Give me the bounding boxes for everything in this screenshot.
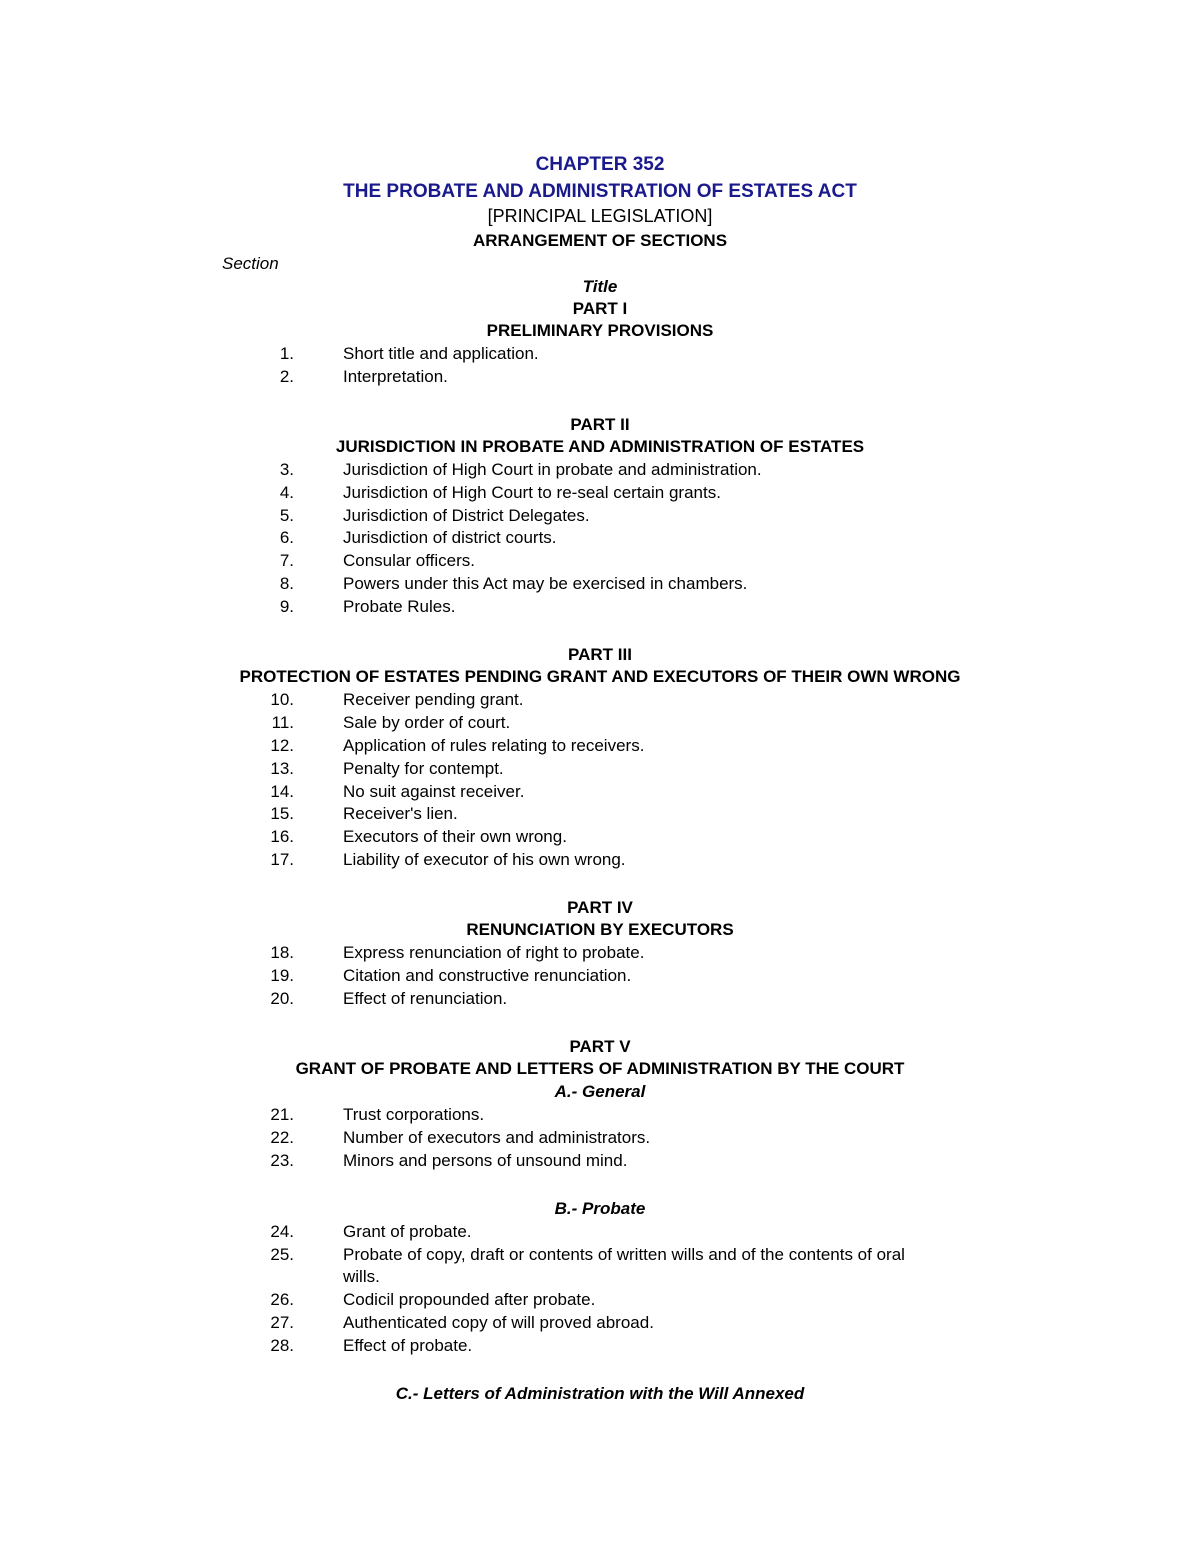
section-number: 15. [270, 804, 294, 823]
section-number: 22. [270, 1128, 294, 1147]
section-title-continuation: wills. [343, 1267, 380, 1286]
subsection-heading: C.- Letters of Administration with the Will Annexed [395, 1384, 805, 1403]
part-label: PART I [572, 299, 628, 318]
section-title: Number of executors and administrators. [343, 1128, 651, 1147]
subsection-heading: B.- Probate [554, 1199, 646, 1218]
section-title: Jurisdiction of district courts. [343, 528, 557, 547]
section-title: Minors and persons of unsound mind. [343, 1151, 628, 1170]
section-title: No suit against receiver. [343, 782, 525, 801]
section-title: Effect of probate. [343, 1336, 473, 1355]
section-title: Penalty for contempt. [343, 759, 504, 778]
chapter-number: CHAPTER 352 [535, 154, 665, 175]
section-title: Probate of copy, draft or contents of written wills and of the contents of oral [343, 1245, 905, 1264]
title-column-label: Title [582, 277, 618, 296]
section-number: 8. [279, 574, 294, 593]
section-number: 21. [270, 1105, 294, 1124]
section-number: 27. [270, 1313, 294, 1332]
part-heading: RENUNCIATION BY EXECUTORS [466, 920, 734, 939]
section-title: Codicil propounded after probate. [343, 1290, 596, 1309]
subsection-heading: A.- General [554, 1082, 646, 1101]
section-title: Probate Rules. [343, 597, 456, 616]
section-title: Citation and constructive renunciation. [343, 966, 632, 985]
principal-legislation-label: [PRINCIPAL LEGISLATION] [487, 206, 713, 226]
section-number: 10. [270, 690, 294, 709]
section-number: 7. [279, 551, 294, 570]
section-number: 17. [270, 850, 294, 869]
section-number: 25. [270, 1245, 294, 1264]
section-title: Application of rules relating to receivers. [343, 736, 645, 755]
section-title: Receiver's lien. [343, 804, 458, 823]
section-title: Grant of probate. [343, 1222, 472, 1241]
section-title: Jurisdiction of District Delegates. [343, 506, 590, 525]
arrangement-heading: ARRANGEMENT OF SECTIONS [472, 231, 728, 250]
section-number: 3. [279, 460, 294, 479]
section-number: 16. [270, 827, 294, 846]
part-heading: GRANT OF PROBATE AND LETTERS OF ADMINISTRATION BY THE COURT [295, 1059, 905, 1078]
section-title: Short title and application. [343, 344, 539, 363]
section-number: 26. [270, 1290, 294, 1309]
section-title: Authenticated copy of will proved abroad. [343, 1313, 654, 1332]
section-number: 28. [270, 1336, 294, 1355]
act-title: THE PROBATE AND ADMINISTRATION OF ESTATES ACT [343, 181, 857, 202]
section-title: Jurisdiction of High Court to re-seal certain grants. [343, 483, 721, 502]
section-title: Interpretation. [343, 367, 448, 386]
section-number: 12. [270, 736, 294, 755]
part-label: PART III [568, 645, 632, 664]
section-number: 13. [270, 759, 294, 778]
section-number: 18. [270, 943, 294, 962]
section-number: 4. [279, 483, 294, 502]
part-label: PART IV [567, 898, 633, 917]
section-title: Sale by order of court. [343, 713, 511, 732]
section-number: 2. [279, 367, 294, 386]
section-number: 6. [279, 528, 294, 547]
part-heading: PRELIMINARY PROVISIONS [486, 321, 714, 340]
section-title: Executors of their own wrong. [343, 827, 567, 846]
section-number: 19. [270, 966, 294, 985]
section-title: Effect of renunciation. [343, 989, 508, 1008]
section-number: 5. [279, 506, 294, 525]
part-label: PART II [570, 415, 630, 434]
part-label: PART V [569, 1037, 631, 1056]
section-title: Receiver pending grant. [343, 690, 524, 709]
section-number: 14. [270, 782, 294, 801]
section-title: Consular officers. [343, 551, 475, 570]
section-title: Trust corporations. [343, 1105, 485, 1124]
section-number: 1. [279, 344, 294, 363]
part-heading: JURISDICTION IN PROBATE AND ADMINISTRATION OF ESTATES [335, 437, 865, 456]
section-number: 23. [270, 1151, 294, 1170]
section-title: Powers under this Act may be exercised in chambers. [343, 574, 748, 593]
section-number: 9. [279, 597, 294, 616]
section-number: 20. [270, 989, 294, 1008]
section-column-label: Section [222, 254, 279, 273]
part-heading: PROTECTION OF ESTATES PENDING GRANT AND EXECUTORS OF THEIR OWN WRONG [239, 667, 961, 686]
section-title: Express renunciation of right to probate. [343, 943, 645, 962]
section-number: 24. [270, 1222, 294, 1241]
section-title: Jurisdiction of High Court in probate and administration. [343, 460, 762, 479]
section-number: 11. [271, 713, 294, 732]
section-title: Liability of executor of his own wrong. [343, 850, 626, 869]
